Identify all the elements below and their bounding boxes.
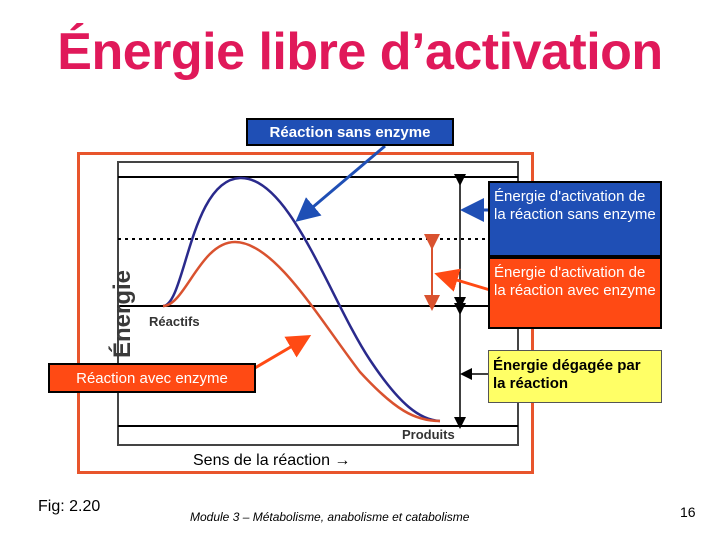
reactants-label: Réactifs — [149, 314, 200, 329]
pointer-activation-enzyme — [440, 275, 490, 290]
pointer-enzyme — [248, 338, 306, 372]
page-number: 16 — [680, 504, 696, 520]
y-axis-label: Énergie — [109, 269, 136, 359]
label-activation-without-enzyme: Énergie d'activation de la réaction sans enzyme — [488, 181, 662, 257]
products-label: Produits — [402, 427, 455, 442]
reaction-direction-label: Sens de la réaction → — [193, 452, 351, 469]
figure-number: Fig: 2.20 — [38, 498, 101, 515]
label-reaction-with-enzyme: Réaction avec enzyme — [48, 363, 256, 393]
curve-with-enzyme — [163, 242, 440, 421]
slide-title: Énergie libre d’activation — [57, 23, 663, 81]
pointer-no-enzyme — [300, 146, 385, 218]
label-reaction-without-enzyme: Réaction sans enzyme — [246, 118, 454, 146]
label-activation-with-enzyme: Énergie d'activation de la réaction avec enzyme — [488, 257, 662, 329]
label-energy-released: Énergie dégagée par la réaction — [488, 350, 662, 403]
module-footer: Module 3 – Métabolisme, anabolisme et catabolisme — [190, 510, 470, 524]
